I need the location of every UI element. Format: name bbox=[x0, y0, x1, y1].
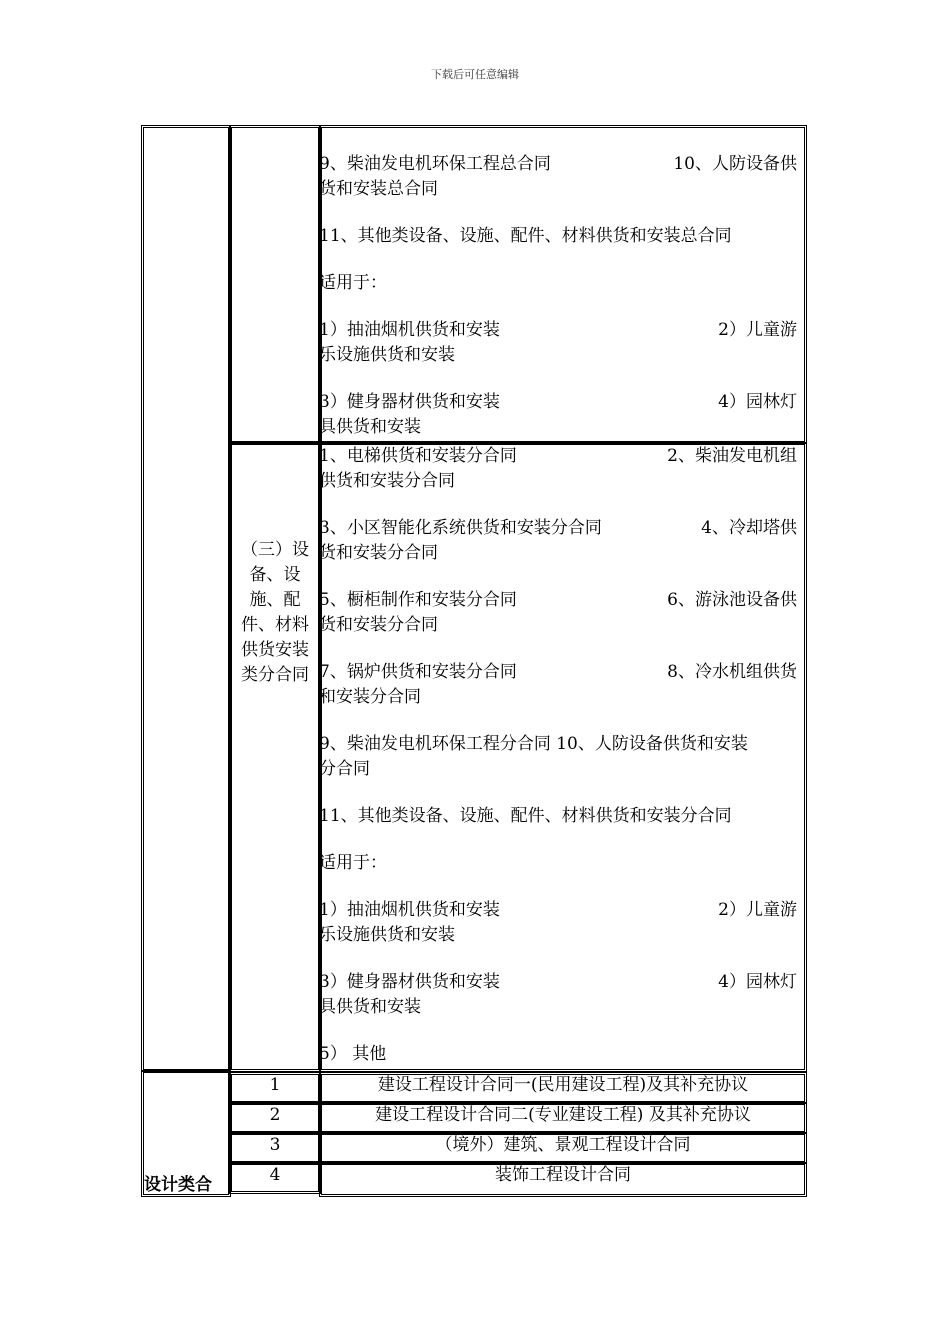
design-row-name: 建设工程设计合同二(专业建设工程) 及其补充协议 bbox=[375, 1105, 751, 1125]
line-gap bbox=[319, 1020, 797, 1042]
contract-line-left: 11、其他类设备、设施、配件、材料供货和安装分合同 bbox=[319, 806, 732, 826]
line-gap bbox=[319, 368, 797, 390]
contract-line bbox=[319, 152, 797, 177]
contract-line-left: 货和安装分合同 bbox=[319, 615, 438, 635]
contract-line bbox=[319, 613, 797, 638]
contract-line bbox=[319, 444, 797, 469]
category-label-line: （三）设 bbox=[241, 540, 309, 560]
contract-line bbox=[319, 898, 797, 923]
line-gap bbox=[319, 566, 797, 588]
contract-line-left: 1）抽油烟机供货和安装 bbox=[319, 900, 500, 920]
category-label-line: 类分合同 bbox=[241, 665, 309, 685]
contract-line-left: 乐设施供货和安装 bbox=[319, 345, 455, 365]
contract-line bbox=[319, 390, 797, 415]
contract-line bbox=[319, 343, 797, 368]
contract-line-left: 3、小区智能化系统供货和安装分合同 bbox=[319, 518, 602, 538]
contract-line-left: 适用于： bbox=[319, 853, 387, 873]
contract-line-left: 分合同 bbox=[319, 759, 370, 779]
contract-line-left: 5、橱柜制作和安装分合同 bbox=[319, 590, 517, 610]
category-label-line: 备、设 bbox=[249, 565, 301, 585]
line-gap bbox=[319, 829, 797, 851]
contract-line bbox=[319, 177, 797, 202]
design-row-number: 4 bbox=[269, 1165, 281, 1185]
contract-line-right: 10、人防设备供 bbox=[673, 154, 797, 174]
contract-line-left: 供货和安装分合同 bbox=[319, 471, 455, 491]
design-row-name: 装饰工程设计合同 bbox=[495, 1165, 631, 1185]
contract-line-right: 2、柴油发电机组 bbox=[667, 446, 797, 466]
contract-line-right: 4、冷却塔供 bbox=[701, 518, 797, 538]
equipment-category-label bbox=[236, 538, 314, 688]
contract-line bbox=[319, 995, 797, 1020]
contract-line bbox=[319, 851, 797, 876]
category-cell-equipment bbox=[229, 442, 321, 1072]
left-column-cell-upper bbox=[141, 125, 231, 1072]
line-gap bbox=[319, 494, 797, 516]
contract-table bbox=[141, 125, 807, 1197]
contract-line-left: 乐设施供货和安装 bbox=[319, 925, 455, 945]
design-row-name: （境外）建筑、景观工程设计合同 bbox=[435, 1135, 691, 1155]
contract-line bbox=[319, 415, 797, 440]
line-gap bbox=[319, 202, 797, 224]
contract-line-left: 3）健身器材供货和安装 bbox=[319, 972, 500, 992]
contract-line-left: 5） 其他 bbox=[319, 1044, 387, 1064]
contract-line bbox=[319, 804, 797, 829]
top-contract-list bbox=[319, 152, 797, 440]
contract-line-right: 4）园林灯 bbox=[718, 392, 797, 412]
line-gap bbox=[319, 710, 797, 732]
contract-line bbox=[319, 1042, 797, 1067]
category-label-line: 供货安装 bbox=[241, 640, 309, 660]
contract-line-left: 具供货和安装 bbox=[319, 417, 421, 437]
contract-line-left: 适用于： bbox=[319, 273, 387, 293]
equipment-contract-list bbox=[319, 444, 797, 1067]
line-gap bbox=[319, 638, 797, 660]
contract-line bbox=[319, 541, 797, 566]
contract-line bbox=[319, 660, 797, 685]
contract-line-left: 3）健身器材供货和安装 bbox=[319, 392, 500, 412]
contract-line bbox=[319, 271, 797, 296]
contract-line-left: 1、电梯供货和安装分合同 bbox=[319, 446, 517, 466]
contract-line-left: 9、柴油发电机环保工程分合同 10、人防设备供货和安装 bbox=[319, 734, 748, 754]
contract-line bbox=[319, 757, 797, 782]
design-row-number: 1 bbox=[269, 1075, 281, 1095]
line-gap bbox=[319, 296, 797, 318]
contract-line-left: 9、柴油发电机环保工程总合同 bbox=[319, 154, 551, 174]
contract-line bbox=[319, 224, 797, 249]
contract-line-left: 和安装分合同 bbox=[319, 687, 421, 707]
design-row-name: 建设工程设计合同一(民用建设工程)及其补充协议 bbox=[377, 1075, 749, 1095]
contract-line-left: 7、锅炉供货和安装分合同 bbox=[319, 662, 517, 682]
page-header: 下载后可任意编辑 bbox=[431, 68, 519, 81]
contract-line bbox=[319, 588, 797, 613]
line-gap bbox=[319, 948, 797, 970]
contract-line-right: 6、游泳池设备供 bbox=[667, 590, 797, 610]
contract-line bbox=[319, 469, 797, 494]
category-cell-top bbox=[229, 125, 321, 444]
contract-line-left: 货和安装分合同 bbox=[319, 543, 438, 563]
contract-line-right: 2）儿童游 bbox=[718, 320, 797, 340]
contract-line-left: 具供货和安装 bbox=[319, 997, 421, 1017]
contract-line bbox=[319, 516, 797, 541]
contract-line-left: 1）抽油烟机供货和安装 bbox=[319, 320, 500, 340]
line-gap bbox=[319, 876, 797, 898]
contract-line-right: 8、冷水机组供货 bbox=[667, 662, 797, 682]
design-row-number: 3 bbox=[269, 1135, 281, 1155]
contract-line bbox=[319, 318, 797, 343]
category-label-line: 施、配 bbox=[249, 590, 301, 610]
category-label-line: 件、材料 bbox=[241, 615, 309, 635]
contract-line-right: 4）园林灯 bbox=[718, 972, 797, 992]
contract-line-left: 货和安装总合同 bbox=[319, 179, 438, 199]
contract-line-left: 11、其他类设备、设施、配件、材料供货和安装总合同 bbox=[319, 226, 732, 246]
design-category-label: 设计类合 bbox=[144, 1175, 212, 1195]
design-row-number: 2 bbox=[269, 1105, 281, 1125]
line-gap bbox=[319, 249, 797, 271]
line-gap bbox=[319, 782, 797, 804]
contract-line bbox=[319, 970, 797, 995]
contract-line bbox=[319, 923, 797, 948]
contract-line-right: 2）儿童游 bbox=[718, 900, 797, 920]
contract-line bbox=[319, 732, 797, 757]
contract-line bbox=[319, 685, 797, 710]
